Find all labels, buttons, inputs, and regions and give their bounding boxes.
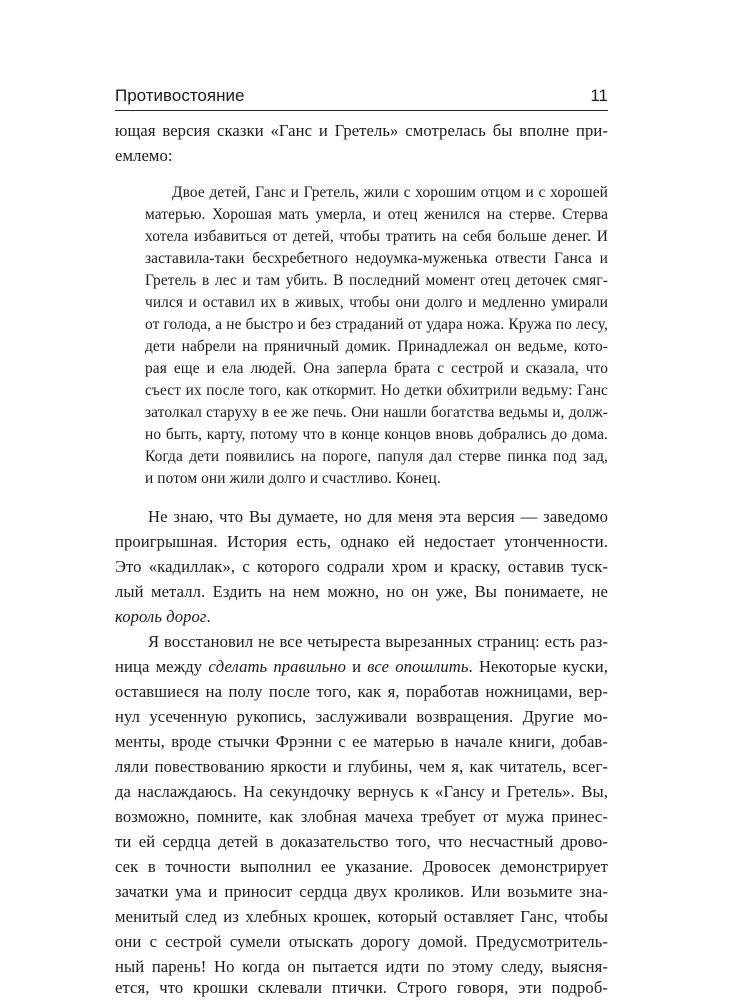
- quote-line: от голода, а не быстро и без страданий от удара ножа. Кружа по лесу,: [145, 316, 608, 333]
- text-fragment: . Некоторые куски,: [468, 657, 608, 676]
- text-line: Я восстановил не все четыреста вырезанных страниц: есть раз-: [148, 632, 608, 651]
- text-line: ется, что крошки склевали птички. Строго говоря, эти подроб-: [115, 978, 608, 997]
- text-line: проигрышная. История есть, однако ей недостает утонченности.: [115, 532, 608, 551]
- quote-line: Когда дети появились на пороге, папуля дал стерве пинка под зад,: [145, 448, 608, 465]
- header-divider: [115, 110, 608, 111]
- text-line: менитый след из хлебных крошек, который оставляет Ганс, чтобы: [115, 907, 608, 926]
- text-line: менты, вроде стычки Фрэнни с ее матерью в начале книги, добав-: [115, 732, 608, 751]
- page-number: 11: [590, 86, 608, 105]
- quote-line: и потом они жили долго и счастливо. Конец.: [145, 470, 441, 487]
- text-fragment: .: [206, 607, 211, 626]
- text-fragment: и: [345, 657, 368, 676]
- text-line: [115, 657, 608, 677]
- quote-line: матерью. Хорошая мать умерла, и отец женился на стерве. Стерва: [145, 206, 608, 223]
- quote-line: хотела избавиться от детей, чтобы тратить на себя больше денег. И: [145, 228, 608, 245]
- text-line: нул усеченную рукопись, заслуживали возвращения. Другие мо-: [115, 707, 608, 726]
- text-fragment: ница между: [115, 657, 209, 676]
- text-line: Не знаю, что Вы думаете, но для меня эта версия — заведомо: [148, 507, 608, 526]
- text-line: да наслаждаюсь. На секундочку вернусь к «Гансу и Гретель». Вы,: [115, 782, 608, 801]
- quote-line: затолкал старуху в ее же печь. Они нашли богатства ведьмы и, долж-: [145, 404, 608, 421]
- text-line: Это «кадиллак», с которого содрали хром и краску, оставив туск-: [115, 557, 608, 576]
- text-line: сек в точности выполнил ее указание. Дровосек демонстрирует: [115, 857, 608, 876]
- text-line: ти ей сердца детей в доказательство того, что несчастный дрово-: [115, 832, 608, 851]
- text-line: возможно, помните, как злобная мачеха требует от мужа принес-: [115, 807, 608, 826]
- quote-line: но быть, карту, потому что в конце концов вновь добрались до дома.: [145, 426, 608, 443]
- italic-phrase: король дорог: [115, 607, 207, 626]
- quote-line: Гретель в лес и там убить. В последний момент отец деточек смяг-: [145, 272, 608, 289]
- italic-phrase: все опошлить: [367, 657, 469, 676]
- quote-line: съест их после того, как откормит. Но детки обхитрили ведьму: Ганс: [145, 382, 608, 399]
- quote-line: дети набрели на пряничный домик. Принадлежал он ведьме, кото-: [145, 338, 608, 355]
- chapter-title: Противостояние: [115, 86, 245, 105]
- text-line: ный парень! Но когда он пытается идти по этому следу, выясня-: [115, 957, 608, 976]
- text-line: они с сестрой сумели отыскать дорогу домой. Предусмотритель-: [115, 932, 608, 951]
- quote-line: Двое детей, Ганс и Гретель, жили с хорошим отцом и с хорошей: [172, 184, 608, 201]
- quote-line: заставила-таки бесхребетного недоумка-муженька отвести Ганса и: [145, 250, 608, 267]
- text-line: емлемо:: [115, 146, 173, 165]
- text-line: зачатки ума и приносит сердца двух кроликов. Или возьмите зна-: [115, 882, 608, 901]
- quote-line: чился и оставил их в живых, чтобы они долго и медленно умирали: [145, 294, 608, 311]
- text-line: ляли повествованию яркости и глубины, чем я, как читатель, всег-: [115, 757, 608, 776]
- text-line: ющая версия сказки «Ганс и Гретель» смотрелась бы вполне при-: [115, 121, 608, 140]
- text-line: [115, 607, 608, 627]
- italic-phrase: сделать правильно: [208, 657, 346, 676]
- quote-line: рая еще и ела людей. Она заперла брата с сестрой и сказала, что: [145, 360, 608, 377]
- text-line: лый металл. Ездить на нем можно, но он уже, Вы понимаете, не: [115, 582, 608, 601]
- text-line: оставшиеся на полу после того, как я, поработав ножницами, вер-: [115, 682, 608, 701]
